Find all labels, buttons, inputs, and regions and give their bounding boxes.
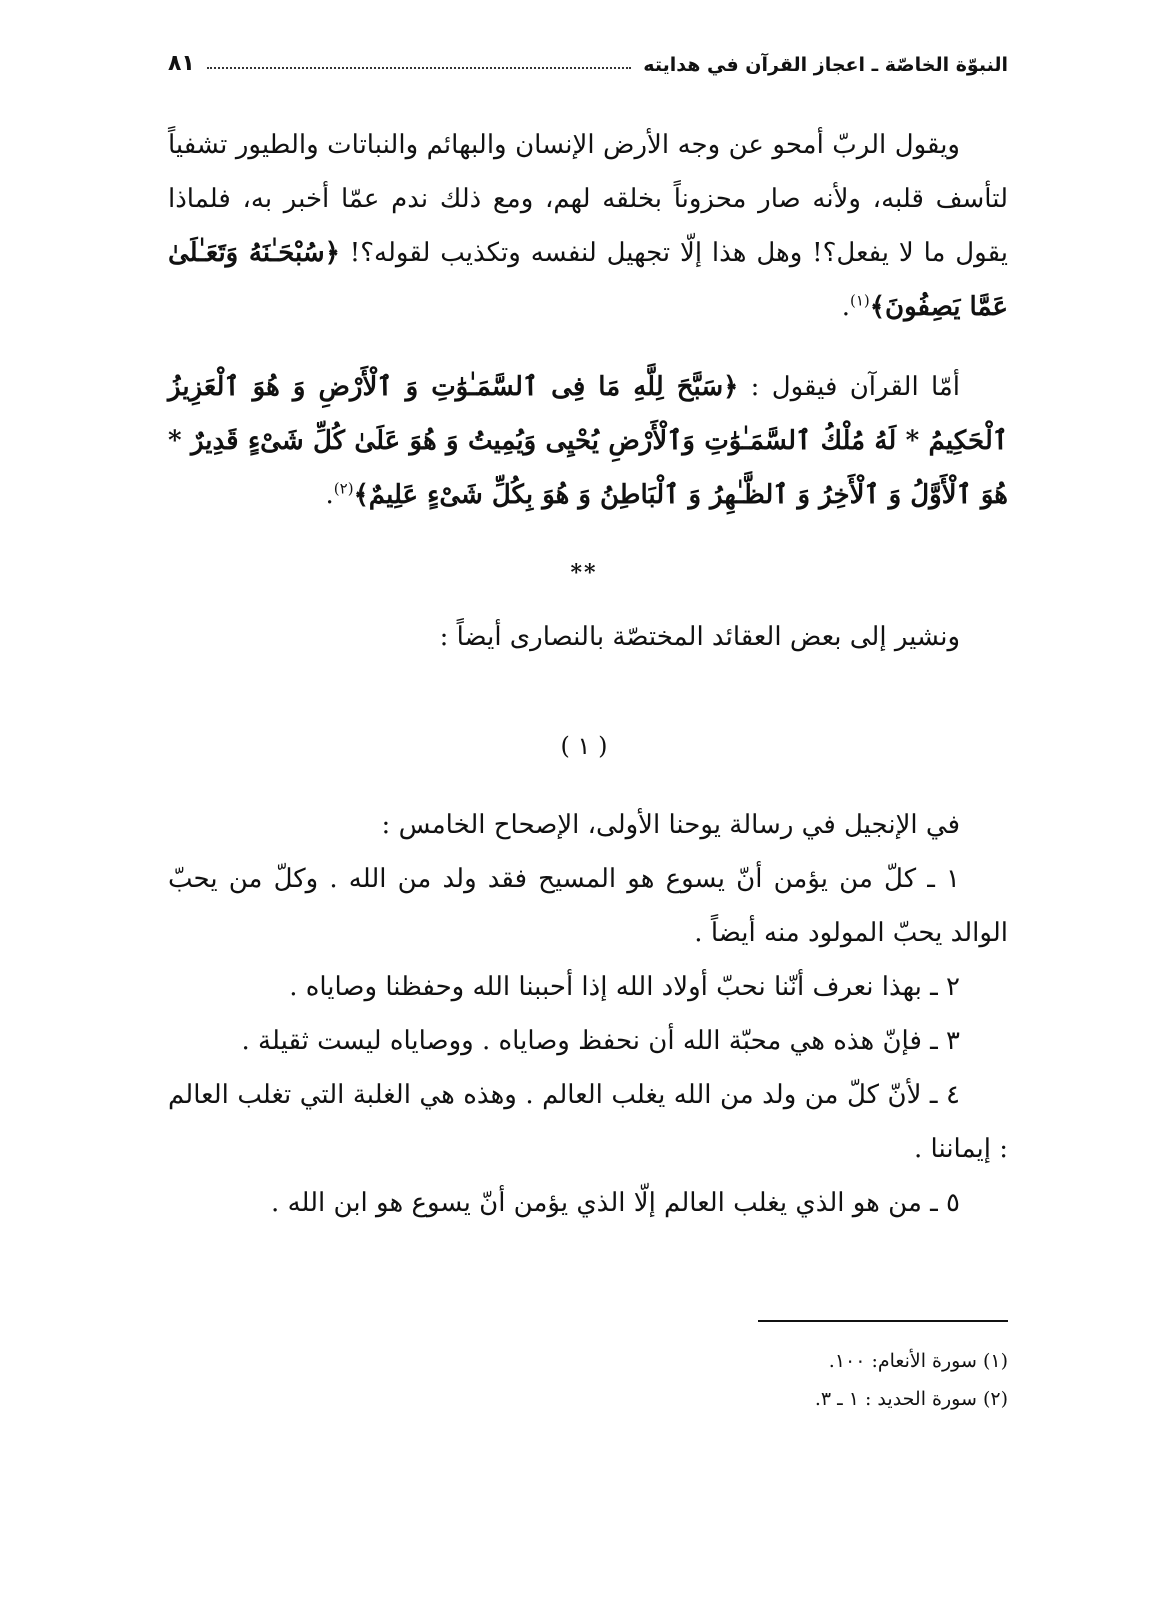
paragraph-2 (168, 360, 1008, 522)
list-item-2: ٢ ـ بهذا نعرف أنّنا نحبّ أولاد الله إذا أحببنا الله وحفظنا وصاياه . (289, 972, 960, 1002)
paragraph-1-text: ويقول الربّ أمحو عن وجه الأرض الإنسان والبهائم والنباتات والطيور تشفياً لتأسف قلبه، ولأنه صار محزوناً بخلقه لهم، ومع ذلك ندم عمّا أخبر به، فلماذا يقول ما لا يفعل؟! وهل هذا إلّا تجهيل لنفسه وتكذيب لقوله؟! ﴿سُبْحَـٰنَهُ وَتَعَـٰلَىٰ عَمَّا يَصِفُونَ﴾$^{(١)}$. (168, 130, 1008, 322)
footnote-divider (758, 1320, 1008, 1322)
footnote-ref-2: (٢) (333, 479, 354, 498)
running-header (168, 40, 1008, 76)
header-title: النبوّة الخاصّة ـ اعجاز القرآن في هدايته (643, 54, 1008, 76)
section-intro: في الإنجيل في رسالة يوحنا الأولى، الإصحاح الخامس : (381, 810, 960, 840)
scripture-section (168, 798, 1008, 1230)
list-item-3: ٣ ـ فإنّ هذه هي محبّة الله أن نحفظ وصاياه . ووصاياه ليست ثقيلة . (241, 1026, 960, 1056)
paragraph-3 (168, 610, 1008, 664)
footnote-1: (١) سورة الأنعام: ١٠٠. (828, 1350, 1008, 1372)
list-item-1: ١ ـ كلّ من يؤمن أنّ يسوع هو المسيح فقد ولد من الله . وكلّ من يحبّ الوالد يحبّ المولود منه أيضاً . (168, 864, 1008, 948)
list-item-5: ٥ ـ من هو الذي يغلب العالم إلّا الذي يؤمن أنّ يسوع هو ابن الله . (271, 1188, 960, 1218)
footnote-2: (٢) سورة الحديد : ١ ـ ٣. (814, 1388, 1008, 1410)
paragraph-2-text: أمّا القرآن فيقول : ﴿سَبَّحَ لِلَّهِ مَا فِى ٱلسَّمَـٰوَٰتِ وَ ٱلْأَرْضِ وَ هُوَ ٱلْعَزِيزُ ٱلْحَكِيمُ * لَهُ مُلْكُ ٱلسَّمَـٰوَٰتِ وَٱلْأَرْضِ يُحْيِى وَيُمِيتُ وَ هُوَ عَلَىٰ كُلِّ شَىْءٍ قَدِيرٌ * هُوَ ٱلْأَوَّلُ وَ ٱلْأَخِرُ وَ ٱلظَّـٰهِرُ وَ ٱلْبَاطِنُ وَ هُوَ بِكُلِّ شَىْءٍ عَلِيمٌ﴾$^{(٢)}$. (168, 372, 1008, 510)
quran-quote-1: ﴿سُبْحَـٰنَهُ وَتَعَـٰلَىٰ عَمَّا يَصِفُونَ﴾ (168, 238, 1008, 322)
footnotes (168, 1342, 1008, 1418)
footnote-ref-1: (١) (850, 291, 870, 310)
paragraph-1 (168, 118, 1008, 334)
paragraph-3-text: ونشير إلى بعض العقائد المختصّة بالنصارى أيضاً : (439, 622, 960, 652)
quran-quote-2: ﴿سَبَّحَ لِلَّهِ مَا فِى ٱلسَّمَـٰوَٰتِ وَ ٱلْأَرْضِ وَ هُوَ ٱلْعَزِيزُ ٱلْحَكِيمُ * لَهُ مُلْكُ ٱلسَّمَـٰوَٰتِ وَٱلْأَرْضِ يُحْيِى وَيُمِيتُ وَ هُوَ عَلَىٰ كُلِّ شَىْءٍ قَدِيرٌ * هُوَ ٱلْأَوَّلُ وَ ٱلْأَخِرُ وَ ٱلظَّـٰهِرُ وَ ٱلْبَاطِنُ وَ هُوَ بِكُلِّ شَىْءٍ عَلِيمٌ﴾ (168, 372, 1008, 510)
section-number: ( ١ ) (560, 732, 608, 760)
list-item-4: ٤ ـ لأنّ كلّ من ولد من الله يغلب العالم . وهذه هي الغلبة التي تغلب العالم : إيماننا . (168, 1080, 1008, 1164)
paragraph-1-body: ويقول الربّ أمحو عن وجه الأرض الإنسان والبهائم والنباتات والطيور تشفياً لتأسف قلبه، ولأنه صار محزوناً بخلقه لهم، ومع ذلك ندم عمّا أخبر به، فلماذا يقول ما لا يفعل؟! وهل هذا إلّا تجهيل لنفسه وتكذيب لقوله؟! (168, 130, 1008, 268)
page-number: ٨١ (168, 51, 195, 76)
section-separator: ** (570, 560, 598, 586)
paragraph-2-intro: أمّا القرآن فيقول : (750, 372, 961, 402)
header-leader-dots (207, 67, 631, 69)
